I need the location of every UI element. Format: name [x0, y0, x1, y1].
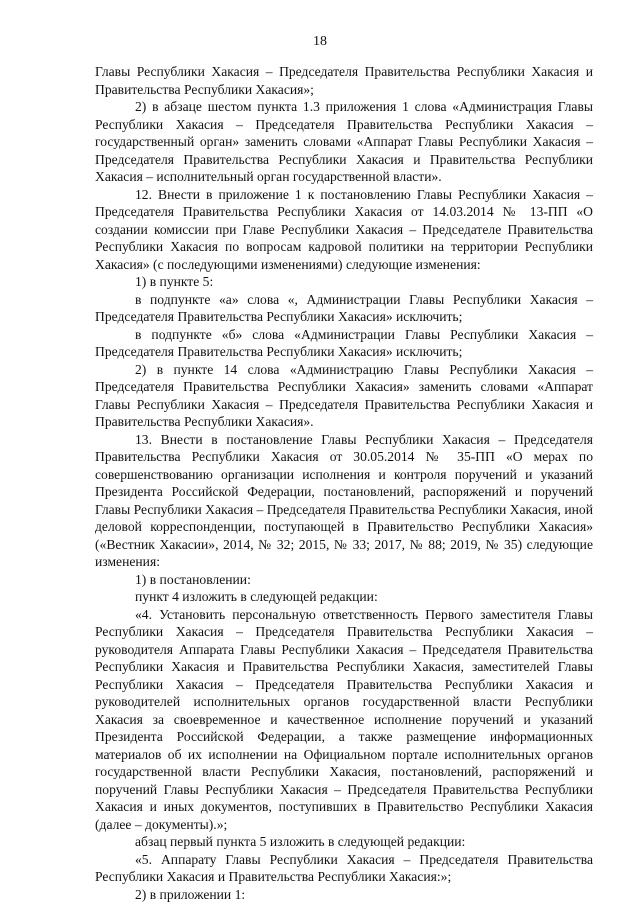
paragraph-clause-4: «4. Установить персональную ответственность Первого заместителя Главы Республики Хакасия – Председателя Правительства Республики Хакасия – руководителя Аппарата Главы Республики Хакасия – Председателя Правительства Республики Хакасия и Правительства Республики Хакасия, заместителей Главы Республики Хакасия – Председателя Правительства Республики Хакасия и руководителей исполнительных органов государственной власти Республики Хакасия за своевременное и качественное исполнение поручений и указаний Президента Российской Федерации, а также размещение информационных материалов об их исполнении на Официальном портале исполнительных органов государственной власти Республики Хакасия, постановлений, распоряжений и поручений Главы Республики Хакасия – Председателя Правительства Республики Хакасия и иных документов, поступивших в Правительство Республики Хакасия (далее – документы).»;	[95, 606, 593, 832]
paragraph-item-13-1: 1) в постановлении:	[135, 571, 251, 587]
page-number: 18	[313, 34, 327, 49]
paragraph-subitem-a: в подпункте «а» слова «, Администрации Главы Республики Хакасия – Председателя Правительства Республики Хакасия» исключить;	[95, 291, 593, 324]
paragraph-subitem-b: в подпункте «б» слова «Администрации Главы Республики Хакасия – Председателя Правительства Республики Хакасия» исключить;	[95, 326, 593, 359]
document-body	[95, 63, 593, 903]
paragraph-item-13-2: 2) в приложении 1:	[135, 886, 246, 902]
paragraph-item-12-1: 1) в пункте 5:	[135, 274, 214, 289]
paragraph-clause-4-intro: пункт 4 изложить в следующей редакции:	[135, 589, 378, 604]
paragraph-clause-5-intro: абзац первый пункта 5 изложить в следующей редакции:	[135, 834, 466, 849]
paragraph-continuation: Главы Республики Хакасия – Председателя Правительства Республики Хакасия и Правительства Республики Хакасия»;	[95, 64, 593, 97]
paragraph-item-2-section-1-3: 2) в абзаце шестом пункта 1.3 приложения 1 слова «Администрация Главы Республики Хакасия – Председателя Правительства Республики Хакасия – государственный орган» заменить словами «Аппарат Главы Республики Хакасия – Председателя Правительства Республики Хакасия и Правительства Республики Хакасия – исполнительный орган государственной власти».	[95, 99, 593, 184]
paragraph-clause-5: «5. Аппарату Главы Республики Хакасия – Председателя Правительства Республики Хакасия и Правительства Республики Хакасия:»;	[95, 851, 593, 884]
paragraph-item-12: 12. Внести в приложение 1 к постановлению Главы Республики Хакасия – Председателя Правительства Республики Хакасия от 14.03.2014 № 13-ПП «О создании комиссии при Главе Республики Хакасия – Председателе Правительства Республики Хакасия по вопросам кадровой политики на территории Республики Хакасия» (с последующими изменениями) следующие изменения:	[95, 186, 593, 272]
paragraph-item-12-2: 2) в пункте 14 слова «Администрацию Главы Республики Хакасия – Председателя Правительства Республики Хакасия» заменить словами «Аппарат Главы Республики Хакасия – Председателя Правительства Республики Хакасия и Правительства Республики Хакасия».	[95, 361, 593, 429]
paragraph-item-13: 13. Внести в постановление Главы Республики Хакасия – Председателя Правительства Республики Хакасия от 30.05.2014 № 35-ПП «О мерах по совершенствованию организации исполнения и контроля поручений и указаний Президента Российской Федерации, постановлений, распоряжений и поручений Главы Республики Хакасия – Председателя Правительства Республики Хакасия, иной деловой корреспонденции, поступающей в Правительство Республики Хакасия» («Вестник Хакасии», 2014, № 32; 2015, № 33; 2017, № 88; 2019, № 35) следующие изменения:	[95, 431, 593, 569]
